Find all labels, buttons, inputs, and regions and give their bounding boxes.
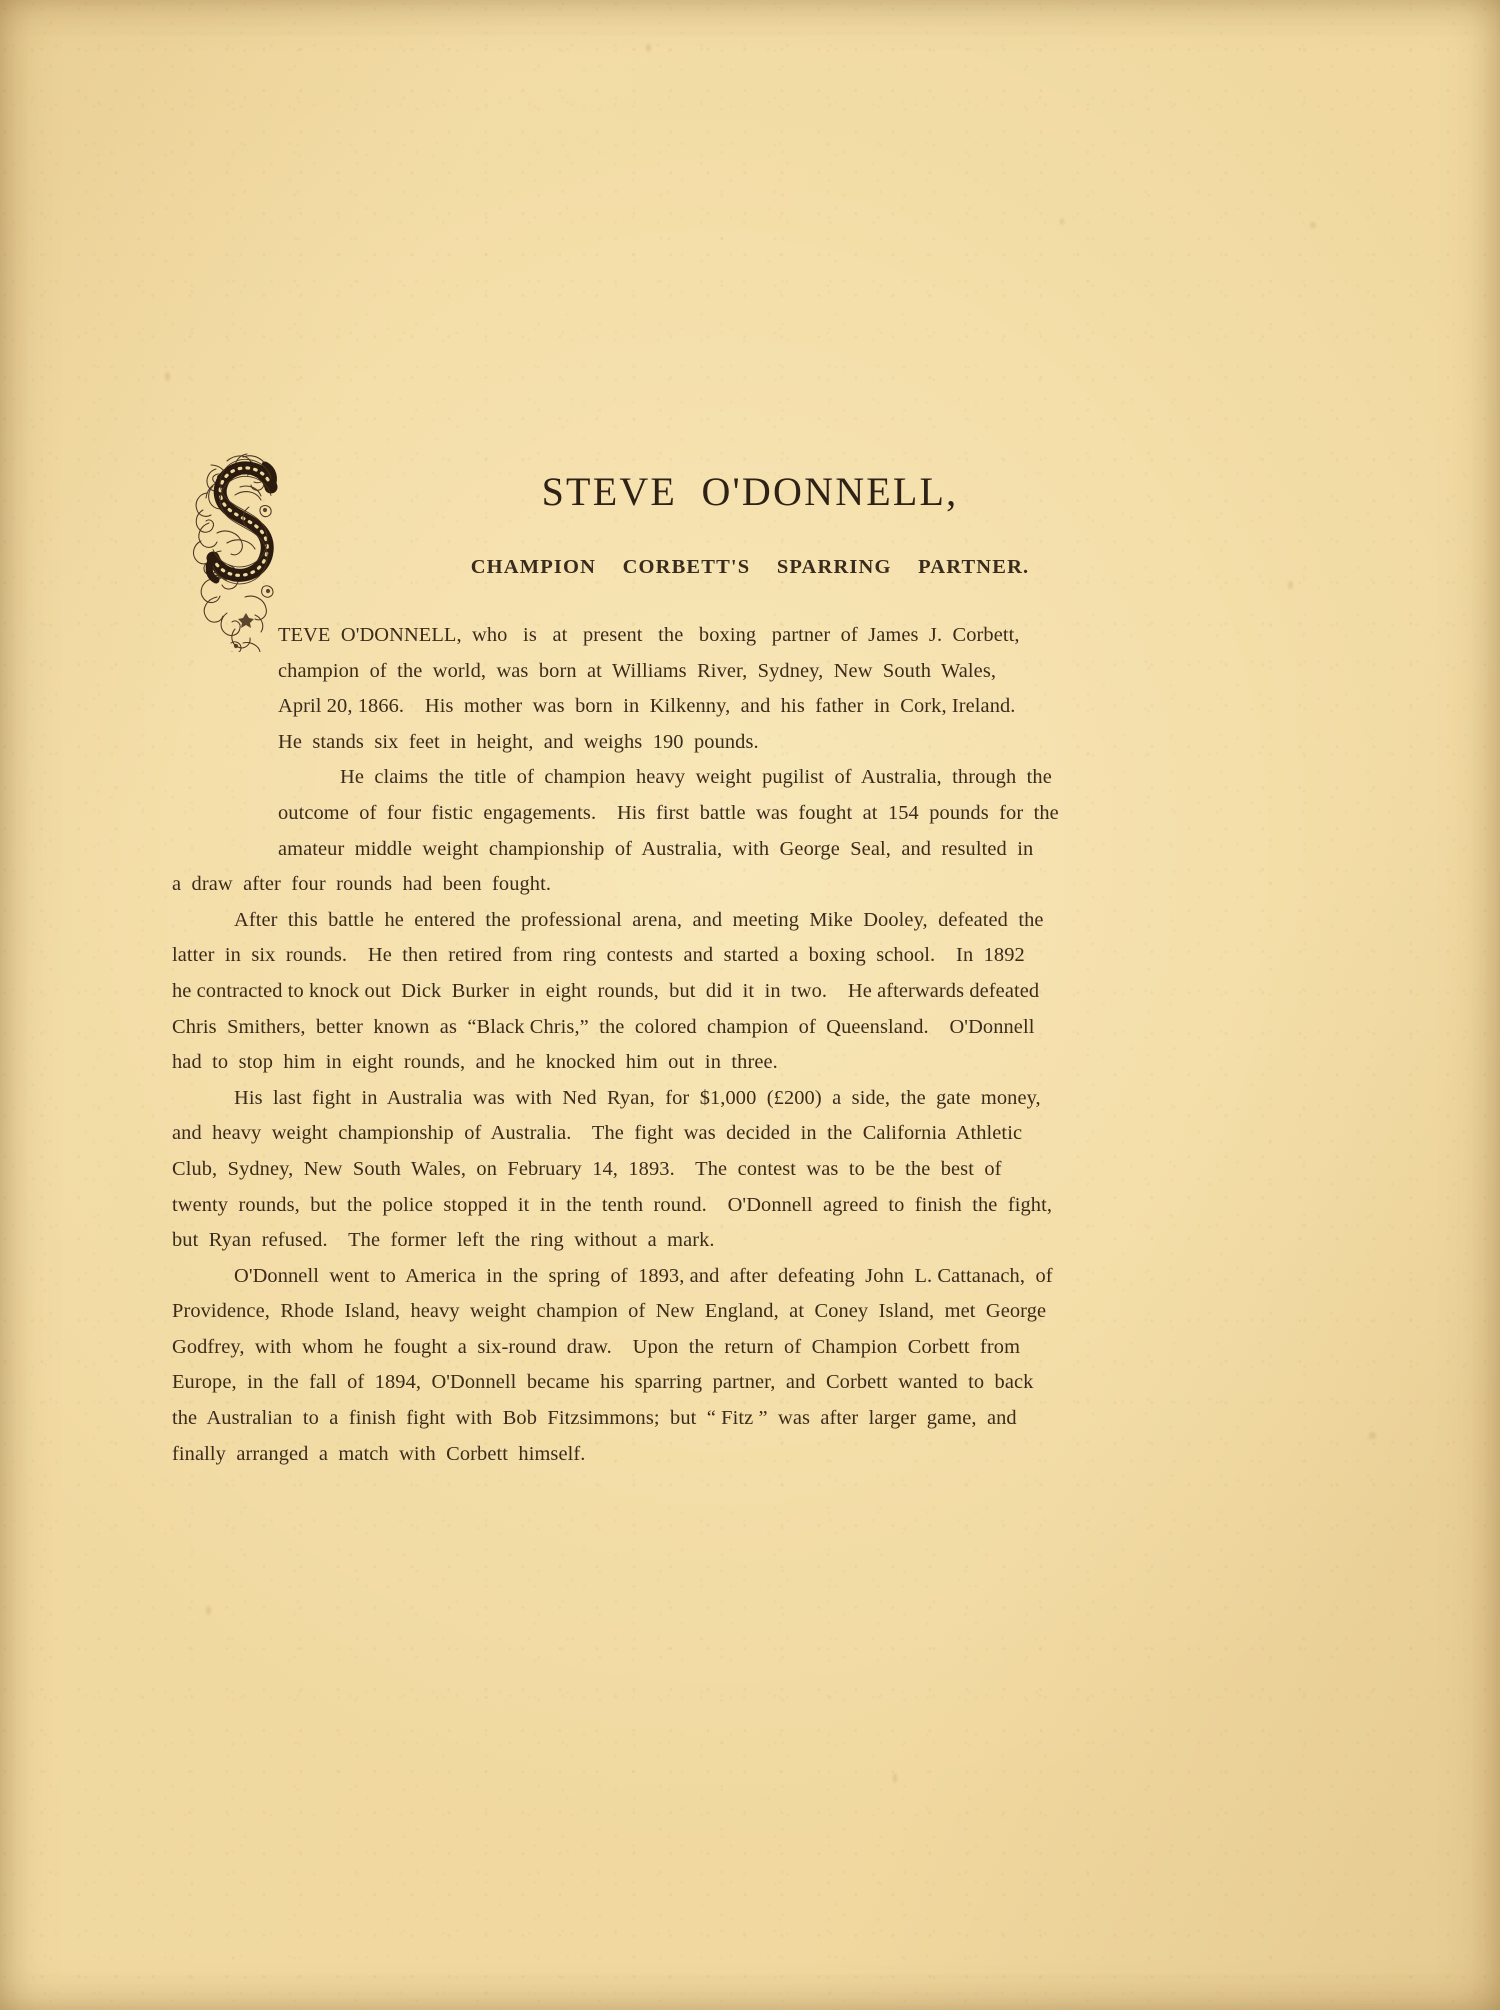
body-line: the Australian to a finish fight with Bob Fitzsimmons; but “ Fitz ” was after larger game, and — [172, 1407, 1017, 1430]
page-title: STEVE O'DONNELL, — [541, 468, 959, 514]
body-line: Providence, Rhode Island, heavy weight champion of New England, at Coney Island, met George — [172, 1300, 1047, 1323]
body-line: Club, Sydney, New South Wales, on February 14, 1893. The contest was to be the best of — [172, 1157, 1002, 1180]
body-line: a draw after four rounds had been fought. — [172, 873, 552, 896]
body-line: He stands six feet in height, and weighs 190 pounds. — [278, 730, 759, 753]
body-line: After this battle he entered the professional arena, and meeting Mike Dooley, defeated the — [234, 908, 1044, 931]
body-line: latter in six rounds. He then retired from ring contests and started a boxing school. In 1892 — [172, 944, 1025, 967]
body-line: had to stop him in eight rounds, and he knocked him out in three. — [172, 1051, 778, 1074]
foxing-spot — [1288, 581, 1293, 589]
body-line: amateur middle weight championship of Australia, with George Seal, and resulted in — [278, 837, 1034, 860]
foxing-spot — [206, 1606, 211, 1615]
body-line: O'Donnell went to America in the spring of 1893, and after defeating John L. Cattanach, of — [234, 1264, 1053, 1287]
body-line: and heavy weight championship of Australia. The fight was decided in the California Athletic — [172, 1122, 1023, 1145]
foxing-spot — [165, 372, 170, 381]
body-line: April 20, 1866. His mother was born in Kilkenny, and his father in Cork, Ireland. — [278, 695, 1016, 718]
body-line: TEVE O'DONNELL, who is at present the boxing partner of James J. Corbett, — [278, 624, 1020, 646]
body-line: Godfrey, with whom he fought a six-round draw. Upon the return of Champion Corbett from — [172, 1335, 1021, 1358]
body-line: outcome of four fistic engagements. His first battle was fought at 154 pounds for the — [278, 801, 1059, 824]
article-body — [172, 618, 1059, 1472]
body-line: His last fight in Australia was with Ned Ryan, for $1,000 (£200) a side, the gate money, — [234, 1086, 1041, 1109]
foxing-spot — [1310, 222, 1316, 228]
body-line: twenty rounds, but the police stopped it in the tenth round. O'Donnell agreed to finish the fight, — [172, 1193, 1053, 1216]
body-line: Chris Smithers, better known as “Black Chris,” the colored champion of Queensland. O'Donnell — [172, 1015, 1035, 1038]
page-subtitle: CHAMPION CORBETT'S SPARRING PARTNER. — [470, 556, 1030, 578]
body-line: champion of the world, was born at Williams River, Sydney, New South Wales, — [278, 659, 997, 682]
body-line: he contracted to knock out Dick Burker in eight rounds, but did it in two. He afterwards defeated — [172, 979, 1040, 1002]
body-line: finally arranged a match with Corbett himself. — [172, 1442, 586, 1465]
foxing-spot — [1060, 218, 1064, 225]
body-line: but Ryan refused. The former left the ring without a mark. — [172, 1229, 715, 1252]
foxing-spot — [893, 1773, 897, 1783]
foxing-spot — [646, 44, 651, 52]
body-line: Europe, in the fall of 1894, O'Donnell became his sparring partner, and Corbett wanted to back — [172, 1371, 1034, 1394]
body-line: He claims the title of champion heavy weight pugilist of Australia, through the — [340, 766, 1052, 789]
foxing-spot — [1369, 1432, 1376, 1439]
